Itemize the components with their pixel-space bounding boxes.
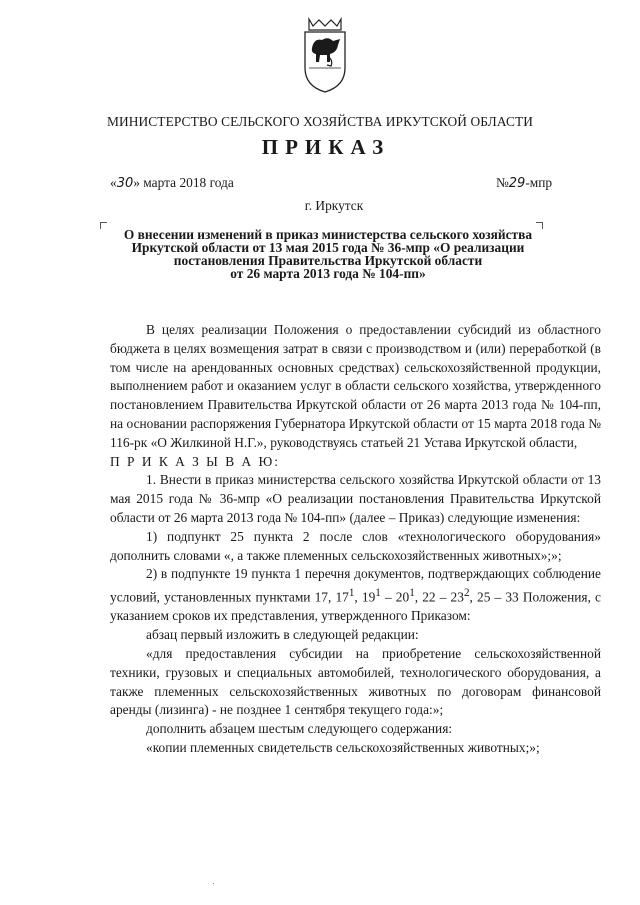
subitem-2-paragraph xyxy=(110,565,601,626)
corner-mark-left xyxy=(100,222,107,229)
superscript: 2 xyxy=(463,587,470,600)
instruction-paragraph: абзац первый изложить в следующей редакции: xyxy=(146,627,419,643)
handwritten-day: 30 xyxy=(116,176,134,191)
subitem-2-text: 2) в подпункте 19 пункта 1 перечня документов, подтверждающих соблюдение условий, установленных пунктами 17, 17 xyxy=(110,566,601,605)
quoted-paragraph: «для предоставления субсидии на приобретение сельскохозяйственной техники, грузовых и специальных автомобилей, технологического оборудования, а также племенных сельскохозяйственных животных по договорам финансовой аренды (лизинга) - не позднее 1 сентября текущего года:»; xyxy=(110,646,601,718)
superscript: 1 xyxy=(409,587,415,600)
subject-line: Иркутской области от 13 мая 2015 года № 36-мпр «О реализации xyxy=(131,240,525,255)
subject-line: О внесении изменений в приказ министерства сельского хозяйства xyxy=(123,227,533,242)
subitem-1-paragraph: 1) подпункт 25 пункта 2 после слов «технологического оборудования» дополнить словами «, а также племенных сельскохозяйственных животных»;»; xyxy=(110,528,601,563)
subitem-2-text: – 20 xyxy=(380,589,410,605)
superscript: 1 xyxy=(375,587,381,600)
scan-speck xyxy=(213,883,214,884)
date-text: » марта 2018 года xyxy=(133,175,234,190)
order-subject xyxy=(118,228,538,280)
order-date xyxy=(110,175,234,191)
item-1-paragraph: 1. Внести в приказ министерства сельского хозяйства Иркутской области от 13 мая 2015 года № 36-мпр «О реализации постановления Правительства Иркутской области от 26 марта 2013 года № 104-пп» (далее – Приказ) следующие изменения: xyxy=(110,472,601,525)
subject-line: постановления Правительства Иркутской области xyxy=(173,253,483,268)
subitem-2-text: , 19 xyxy=(354,589,376,605)
date-open-quote: « xyxy=(110,175,117,190)
superscript: 1 xyxy=(348,587,355,600)
number-sign: № xyxy=(496,175,509,190)
city: г. Иркутск xyxy=(304,198,364,213)
subject-line: от 26 марта 2013 года № 104-пп» xyxy=(230,266,426,281)
quoted-paragraph: «копии племенных свидетельств сельскохозяйственных животных;»; xyxy=(146,740,540,755)
instruction-paragraph: дополнить абзацем шестым следующего содержания: xyxy=(146,721,453,737)
number-suffix: -мпр xyxy=(525,175,553,190)
prikazyvayu-heading: П Р И К А З Ы В А Ю: xyxy=(110,453,280,469)
subitem-2-text: , 25 – 33 Положения, с указанием сроков их представления, утвержденного Приказом: xyxy=(110,589,601,624)
handwritten-number: 29 xyxy=(508,176,526,191)
subitem-2-text: , 22 – 23 xyxy=(414,589,464,605)
preamble-paragraph: В целях реализации Положения о предоставлении субсидий из областного бюджета в целях возмещения затрат в связи с производством и (или) переработкой (в том числе на арендованных основных средствах) сельскохозяйственной продукции, выполнением работ и оказанием услуг в области сельского хозяйства, утвержденного постановлением Правительства Иркутской области от 26 марта 2013 года № 104-пп, на основании распоряжения Губернатора Иркутской области от 15 марта 2018 года № 116-рк «О Жилкиной Н.Г.», руководствуясь статьей 21 Устава Иркутской области, xyxy=(110,322,601,450)
coat-of-arms-emblem xyxy=(300,16,350,94)
ministry-name: МИНИСТЕРСТВО СЕЛЬСКОГО ХОЗЯЙСТВА ИРКУТСКОЙ ОБЛАСТИ xyxy=(106,114,534,129)
document-body xyxy=(110,321,601,758)
document-title: ПРИКАЗ xyxy=(261,135,391,159)
order-number xyxy=(496,175,552,191)
